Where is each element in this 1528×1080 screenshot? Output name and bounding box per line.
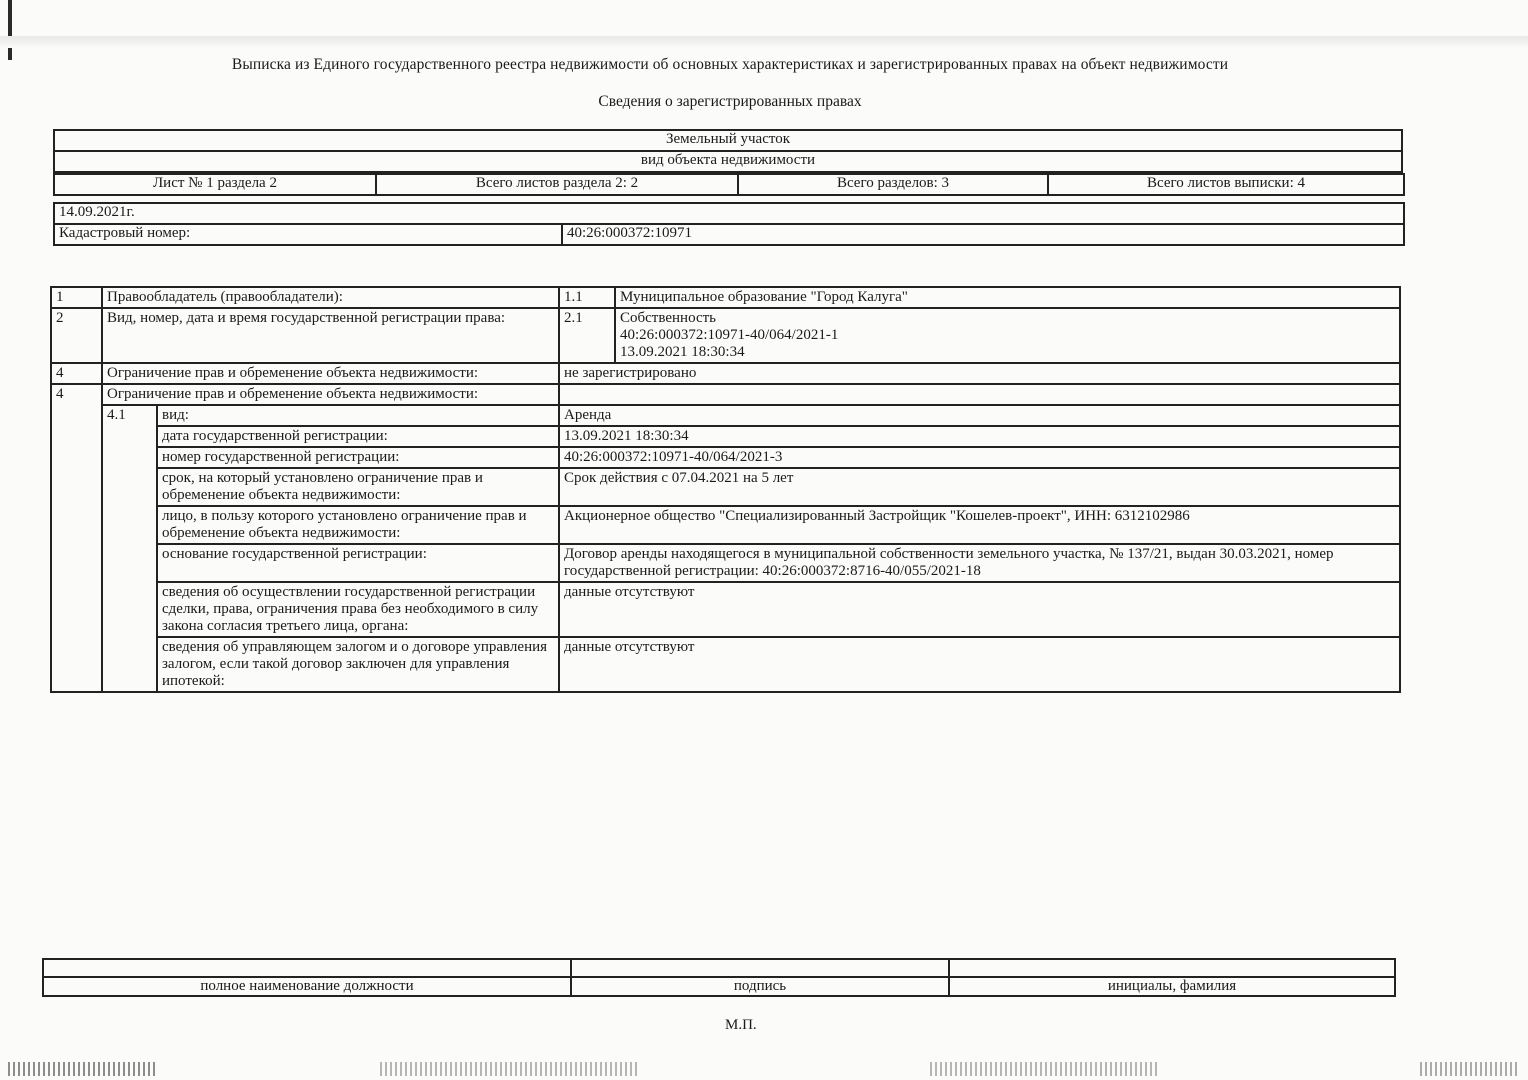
document-title: Выписка из Единого государственного реестра недвижимости об основных характеристиках и зарегистрированных правах на объект недвижимости bbox=[231, 56, 1229, 73]
signature-sign-blank bbox=[571, 959, 949, 977]
item-value: данные отсутствуют bbox=[559, 637, 1400, 692]
section-sheets-total: Всего листов раздела 2: 2 bbox=[376, 174, 738, 195]
scan-noise bbox=[930, 1062, 1160, 1076]
table-row bbox=[51, 447, 1400, 468]
item-label: срок, на который установлено ограничение прав и обременение объекта недвижимости: bbox=[157, 468, 559, 506]
item-value: Аренда bbox=[559, 405, 1400, 426]
table-row bbox=[51, 363, 1400, 384]
item-label: лицо, в пользу которого установлено ограничение прав и обременение объекта недвижимости: bbox=[157, 506, 559, 544]
object-name: Земельный участок bbox=[54, 130, 1402, 151]
table-row bbox=[51, 308, 1400, 363]
object-name-caption: вид объекта недвижимости bbox=[54, 151, 1402, 172]
owner-value: Муниципальное образование "Город Калуга" bbox=[615, 287, 1400, 308]
scan-edge bbox=[8, 0, 12, 60]
row-number: 4 bbox=[51, 363, 102, 384]
row-subnumber: 2.1 bbox=[559, 308, 615, 363]
item-value: Договор аренды находящегося в муниципальной собственности земельного участка, № 137/21, выдан 30.03.2021, номер государственной регистрации: 40:26:000372:8716-40/055/2021-18 bbox=[559, 544, 1400, 582]
item-value: данные отсутствуют bbox=[559, 582, 1400, 637]
table-row bbox=[51, 426, 1400, 447]
item-value: 40:26:000372:10971-40/064/2021-3 bbox=[559, 447, 1400, 468]
table-row bbox=[51, 405, 1400, 426]
extract-sheets-total: Всего листов выписки: 4 bbox=[1048, 174, 1404, 195]
table-row bbox=[51, 384, 1400, 405]
item-label: номер государственной регистрации: bbox=[157, 447, 559, 468]
table-row bbox=[51, 287, 1400, 308]
item-value: Акционерное общество "Специализированный Застройщик "Кошелев-проект", ИНН: 6312102986 bbox=[559, 506, 1400, 544]
signature-table bbox=[42, 958, 1396, 997]
object-type-table bbox=[53, 129, 1403, 173]
right-reg-number: 40:26:000372:10971-40/064/2021-1 bbox=[620, 327, 839, 343]
cadastral-number: 40:26:000372:10971 bbox=[562, 224, 1404, 245]
cadastral-label: Кадастровый номер: bbox=[54, 224, 562, 245]
extract-date: 14.09.2021г. bbox=[54, 203, 1404, 224]
right-reg-date: 13.09.2021 18:30:34 bbox=[620, 344, 745, 360]
scan-noise bbox=[380, 1062, 640, 1076]
signature-name-blank bbox=[949, 959, 1395, 977]
row-number: 2 bbox=[51, 308, 102, 363]
table-row bbox=[51, 582, 1400, 637]
row-number: 4 bbox=[51, 384, 102, 692]
row-number: 1 bbox=[51, 287, 102, 308]
right-type: Собственность bbox=[620, 310, 716, 326]
signature-position-caption: полное наименование должности bbox=[43, 977, 571, 996]
right-value bbox=[615, 308, 1400, 363]
restriction-label: Ограничение прав и обременение объекта недвижимости: bbox=[102, 384, 559, 405]
signature-name-caption: инициалы, фамилия bbox=[949, 977, 1395, 996]
item-label: основание государственной регистрации: bbox=[157, 544, 559, 582]
sections-total: Всего разделов: 3 bbox=[738, 174, 1048, 195]
restriction-value-empty bbox=[559, 384, 1400, 405]
table-row bbox=[51, 544, 1400, 582]
rights-table bbox=[50, 286, 1401, 693]
item-label: сведения об управляющем залогом и о договоре управления залогом, если такой договор заключен для управления ипотекой: bbox=[157, 637, 559, 692]
item-label: вид: bbox=[157, 405, 559, 426]
signature-sign-caption: подпись bbox=[571, 977, 949, 996]
restriction-label: Ограничение прав и обременение объекта недвижимости: bbox=[102, 363, 559, 384]
row-subnumber: 1.1 bbox=[559, 287, 615, 308]
right-label: Вид, номер, дата и время государственной регистрации права: bbox=[102, 308, 559, 363]
sheet-number: Лист № 1 раздела 2 bbox=[54, 174, 376, 195]
scan-shade bbox=[0, 36, 1528, 48]
stamp-place: М.П. bbox=[725, 1017, 757, 1033]
item-value: Срок действия с 07.04.2021 на 5 лет bbox=[559, 468, 1400, 506]
sheet-info-table bbox=[53, 173, 1405, 196]
item-value: 13.09.2021 18:30:34 bbox=[559, 426, 1400, 447]
restriction-value: не зарегистрировано bbox=[559, 363, 1400, 384]
document-subtitle: Сведения о зарегистрированных правах bbox=[598, 93, 862, 110]
row-subnumber: 4.1 bbox=[102, 405, 157, 692]
item-label: дата государственной регистрации: bbox=[157, 426, 559, 447]
table-row bbox=[51, 506, 1400, 544]
table-row bbox=[51, 637, 1400, 692]
scan-noise bbox=[1420, 1062, 1520, 1076]
meta-table bbox=[53, 202, 1405, 246]
owner-label: Правообладатель (правообладатели): bbox=[102, 287, 559, 308]
signature-position-blank bbox=[43, 959, 571, 977]
scan-noise bbox=[8, 1062, 158, 1076]
item-label: сведения об осуществлении государственной регистрации сделки, права, ограничения права без необходимого в силу закона согласия третьего лица, органа: bbox=[157, 582, 559, 637]
table-row bbox=[51, 468, 1400, 506]
